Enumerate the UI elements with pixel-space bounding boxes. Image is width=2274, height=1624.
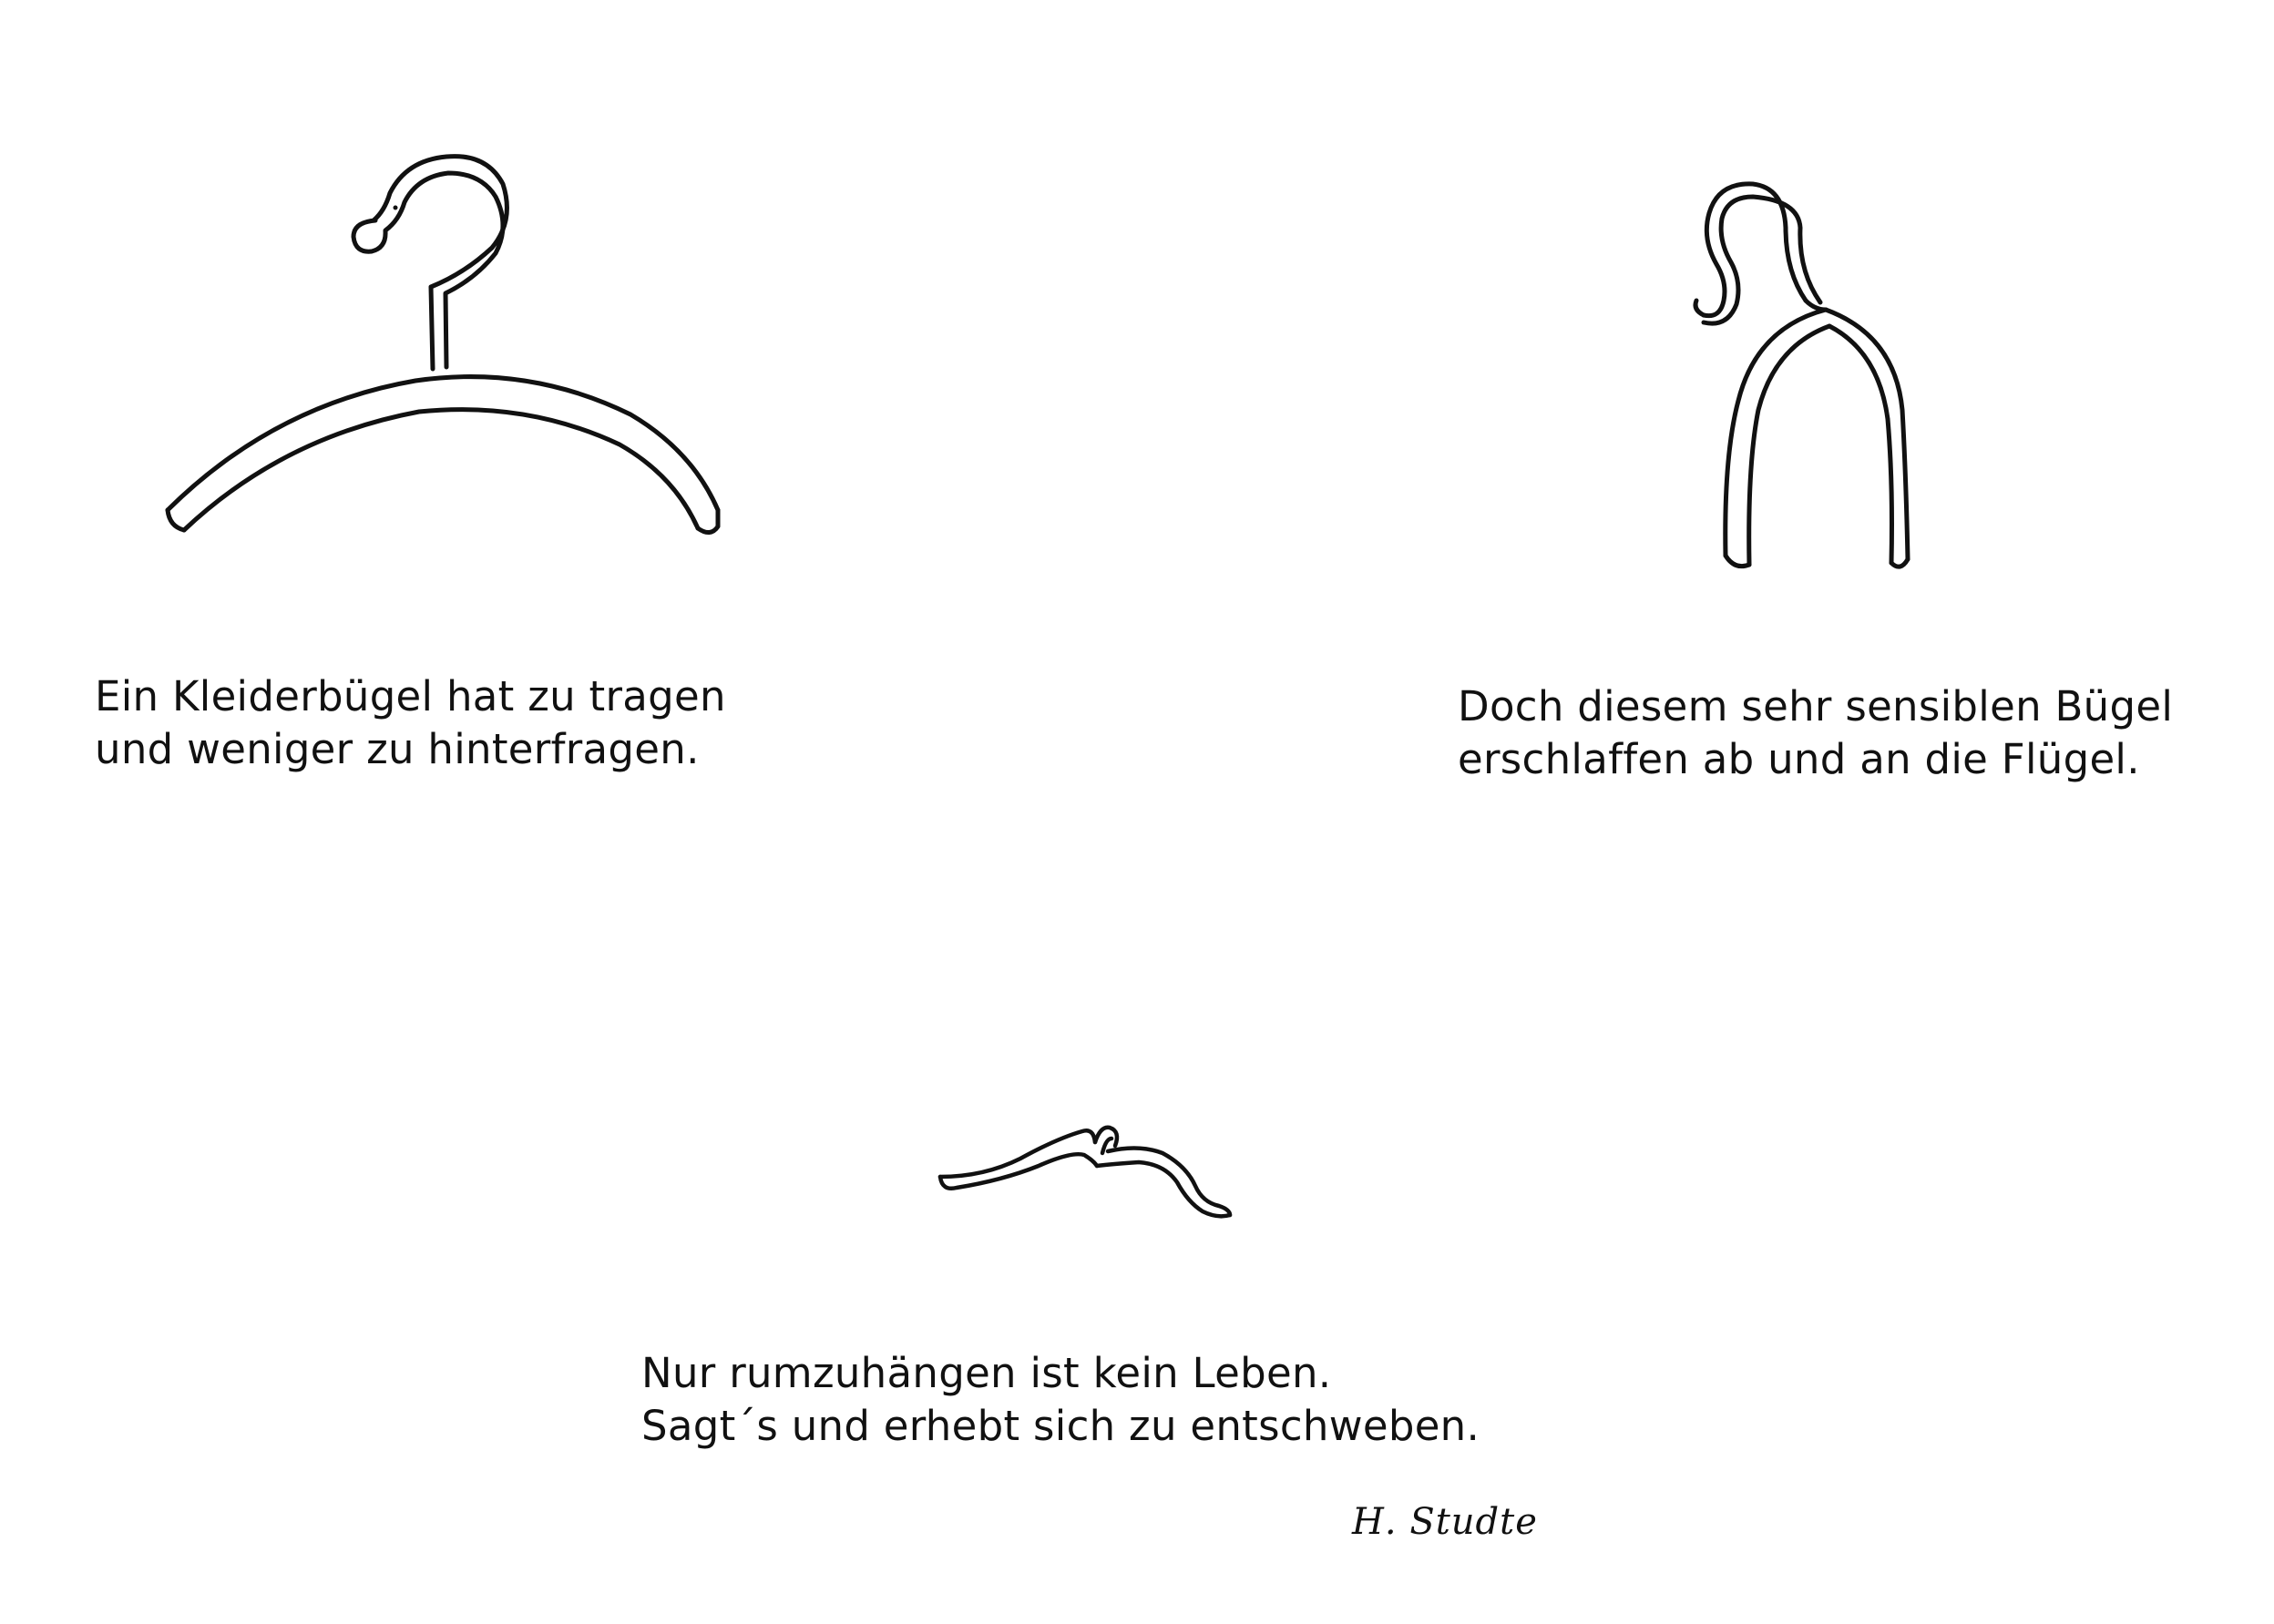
verse-2 xyxy=(1458,680,2173,786)
verse-3 xyxy=(641,1347,1480,1453)
upright-hanger-drawing xyxy=(146,137,747,565)
drooping-hanger-drawing xyxy=(1640,173,1931,583)
verse-2-line-2: erschlaffen ab und an die Flügel. xyxy=(1458,735,2140,783)
verse-1 xyxy=(95,670,726,776)
verse-2-line-1: Doch diesem sehr sensiblen Bügel xyxy=(1458,682,2174,730)
verse-1-line-2: und weniger zu hinterfragen. xyxy=(95,725,700,773)
verse-1-line-1: Ein Kleiderbügel hat zu tragen xyxy=(95,672,726,720)
flying-hanger-drawing xyxy=(929,1111,1239,1230)
verse-3-line-1: Nur rumzuhängen ist kein Leben. xyxy=(641,1349,1332,1397)
verse-3-line-2: Sagt´s und erhebt sich zu entschweben. xyxy=(641,1402,1480,1450)
artist-signature: H. Studte xyxy=(1352,1501,1538,1543)
